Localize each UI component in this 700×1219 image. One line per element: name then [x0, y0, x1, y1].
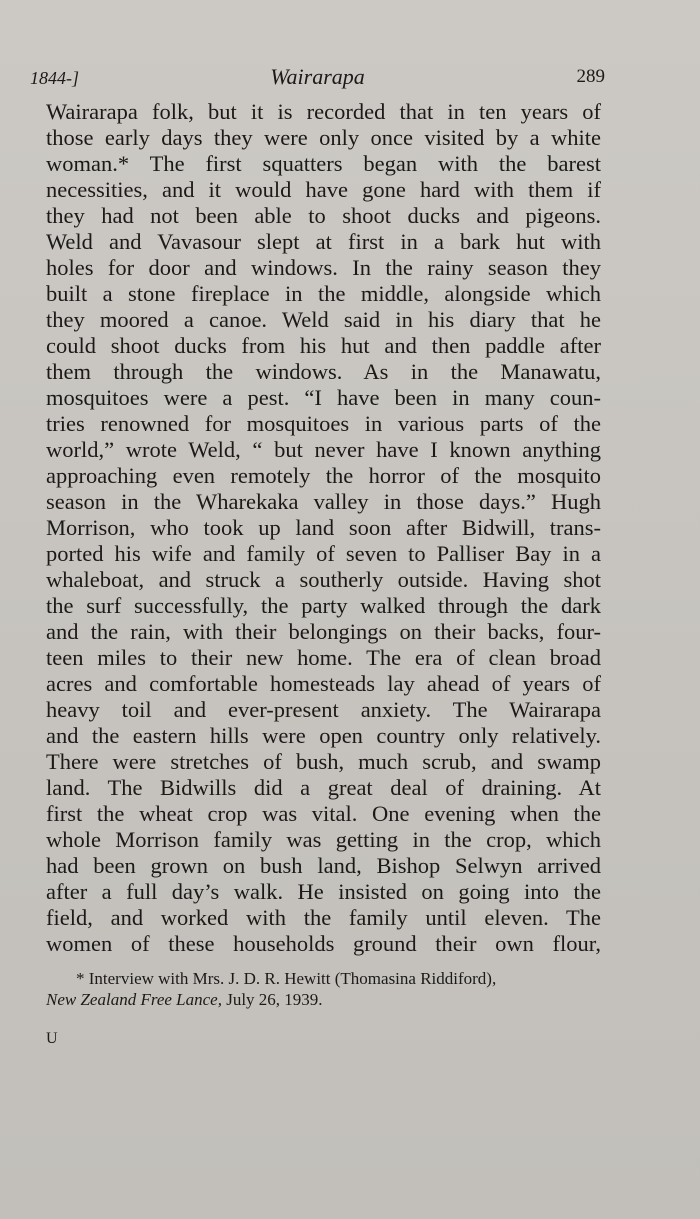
text-line: land. The Bidwills did a great deal of draining. At — [46, 775, 601, 800]
text-line: mosquitoes were a pest. “I have been in many coun- — [46, 385, 601, 410]
text-line: them through the windows. As in the Manawatu, — [46, 359, 601, 384]
footnote-date: July 26, 1939. — [221, 990, 323, 1009]
text-line: whole Morrison family was getting in the crop, which — [46, 827, 601, 852]
text-line: woman.* The first squatters began with the barest — [46, 151, 601, 176]
text-line: women of these households ground their own flour, — [46, 931, 601, 956]
text-line: whaleboat, and struck a southerly outside. Having shot — [46, 567, 601, 592]
text-line: built a stone fireplace in the middle, alongside which — [46, 281, 601, 306]
text-line: they had not been able to shoot ducks and pigeons. — [46, 203, 601, 228]
text-line: Weld and Vavasour slept at first in a bark hut with — [46, 229, 601, 254]
running-header — [30, 64, 605, 94]
text-line: approaching even remotely the horror of the mosquito — [46, 463, 601, 488]
text-line: heavy toil and ever-present anxiety. The Wairarapa — [46, 697, 601, 722]
header-year: 1844-] — [30, 68, 79, 88]
footnote-line-2 — [46, 989, 601, 1010]
text-line: teen miles to their new home. The era of clean broad — [46, 645, 601, 670]
text-line: holes for door and windows. In the rainy season they — [46, 255, 601, 280]
text-line: world,” wrote Weld, “ but never have I known anything — [46, 437, 601, 462]
text-line: Wairarapa folk, but it is recorded that in ten years of — [46, 99, 601, 124]
text-line: they moored a canoe. Weld said in his diary that he — [46, 307, 601, 332]
text-line: after a full day’s walk. He insisted on going into the — [46, 879, 601, 904]
text-line: necessities, and it would have gone hard with them if — [46, 177, 601, 202]
text-line: Morrison, who took up land soon after Bidwill, trans- — [46, 515, 601, 540]
text-line: There were stretches of bush, much scrub, and swamp — [46, 749, 601, 774]
footnote — [46, 968, 601, 1010]
text-line: could shoot ducks from his hut and then paddle after — [46, 333, 601, 358]
text-line: acres and comfortable homesteads lay ahead of years of — [46, 671, 601, 696]
footnote-line-1: * Interview with Mrs. J. D. R. Hewitt (Thomasina Riddiford), — [76, 969, 497, 988]
text-line: first the wheat crop was vital. One evening when the — [46, 801, 601, 826]
text-line: ported his wife and family of seven to Palliser Bay in a — [46, 541, 601, 566]
text-line: and the eastern hills were open country only relatively. — [46, 723, 601, 748]
text-line: the surf successfully, the party walked through the dark — [46, 593, 601, 618]
header-title: Wairarapa — [270, 64, 365, 89]
text-line: those early days they were only once visited by a white — [46, 125, 601, 150]
page-number: 289 — [576, 66, 605, 87]
text-line: had been grown on bush land, Bishop Selwyn arrived — [46, 853, 601, 878]
text-line: tries renowned for mosquitoes in various parts of the — [46, 411, 601, 436]
signature-mark: U — [46, 1030, 58, 1047]
text-line: field, and worked with the family until eleven. The — [46, 905, 601, 930]
text-line: season in the Wharekaka valley in those days.” Hugh — [46, 489, 601, 514]
text-line: and the rain, with their belongings on their backs, four- — [46, 619, 601, 644]
footnote-publication: New Zealand Free Lance, — [46, 990, 222, 1009]
body-text — [46, 99, 601, 957]
